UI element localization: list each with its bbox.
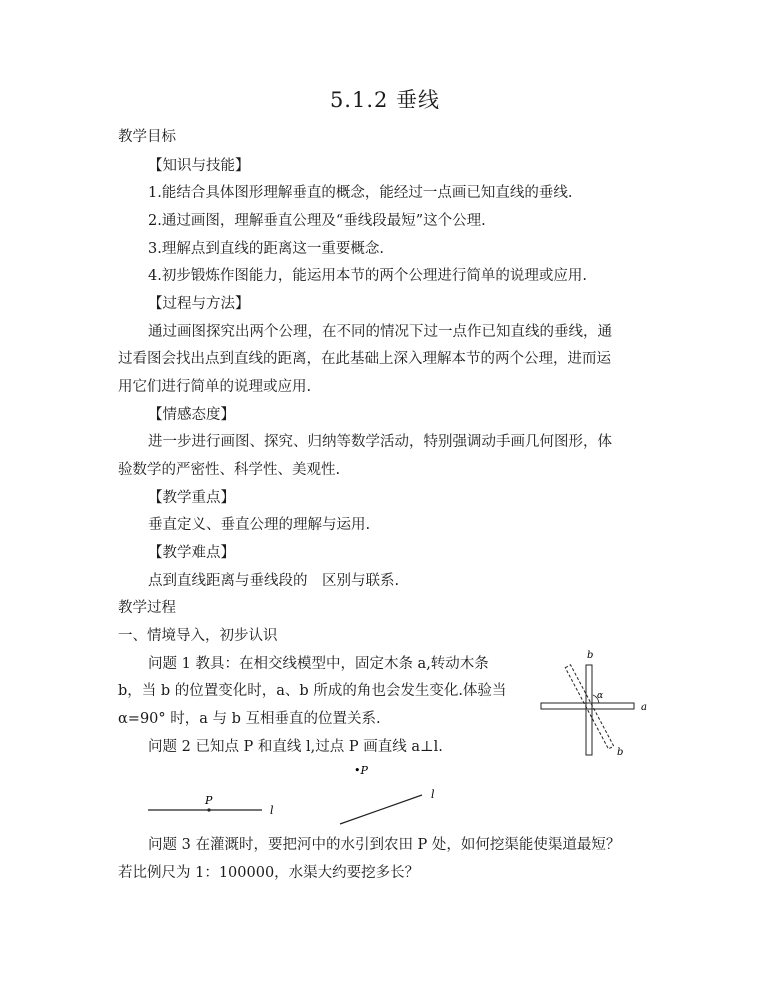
page-title: 5.1.2 垂线 (329, 88, 441, 112)
question-1-line: b，当 b 的位置变化时，a、b 所成的角也会发生变化.体验当 (118, 683, 507, 699)
label-l: l (270, 804, 274, 817)
label-alpha: α (597, 691, 604, 701)
emotion-heading: 【情感态度】 (148, 407, 235, 423)
label-a: a (641, 702, 647, 713)
procedure-heading: 教学过程 (118, 600, 176, 616)
rotated-strip-dashed (565, 665, 613, 749)
key-heading: 【教学重点】 (148, 490, 235, 506)
knowledge-item: 3.理解点到直线的距离这一重要概念. (148, 241, 384, 257)
label-b-top: b (587, 650, 594, 661)
knowledge-item: 2.通过画图，理解垂直公理及“垂线段最短”这个公理. (148, 213, 486, 229)
process-paragraph-line: 通过画图探究出两个公理，在不同的情况下过一点作已知直线的垂线，通 (148, 324, 612, 340)
intersecting-strips-figure (535, 645, 660, 765)
line-l (340, 795, 422, 824)
difficulty-heading: 【教学难点】 (148, 545, 235, 561)
emotion-paragraph-line: 进一步进行画图、探究、归纳等数学活动，特别强调动手画几何图形，体 (148, 434, 612, 450)
question-1-line: 问题 1 教具：在相交线模型中，固定木条 a,转动木条 (148, 656, 489, 672)
knowledge-item: 1.能结合具体图形理解垂直的概念，能经过一点画已知直线的垂线. (148, 185, 573, 201)
question-3-line: 问题 3 在灌溉时，要把河中的水引到农田 P 处，如何挖渠能使渠道最短？ (148, 837, 621, 853)
key-text: 垂直定义、垂直公理的理解与运用. (148, 517, 371, 533)
question-3-line: 若比例尺为 1：100000，水渠大约要挖多长？ (118, 865, 420, 881)
difficulty-text: 点到直线距离与垂线段的 区别与联系. (148, 573, 400, 589)
question-2-text: 问题 2 已知点 P 和直线 l,过点 P 画直线 a⊥l. (148, 739, 443, 755)
label-l: l (431, 788, 435, 801)
knowledge-heading: 【知识与技能】 (148, 158, 250, 174)
part1-heading: 一、情境导入，初步认识 (118, 628, 278, 644)
label-b-bottom: b (617, 747, 624, 758)
emotion-paragraph-line: 验数学的严密性、科学性、美观性. (118, 462, 341, 478)
strip-a (541, 703, 634, 709)
point-p (207, 808, 210, 811)
process-paragraph-line: 用它们进行简单的说理或应用. (118, 379, 312, 395)
point-on-line-figure (140, 790, 290, 825)
label-P: P (205, 794, 213, 807)
process-heading: 【过程与方法】 (148, 296, 250, 312)
label-P: •P (354, 764, 368, 777)
knowledge-item: 4.初步锻炼作图能力，能运用本节的两个公理进行简单的说理或应用. (148, 268, 587, 284)
process-paragraph-line: 过看图会找出点到直线的距离，在此基础上深入理解本节的两个公理，进而运 (118, 351, 611, 367)
objectives-heading: 教学目标 (118, 129, 176, 145)
question-1-line: α=90° 时，a 与 b 互相垂直的位置关系. (118, 711, 381, 727)
strip-b (586, 665, 592, 755)
point-off-line-figure (330, 760, 450, 830)
